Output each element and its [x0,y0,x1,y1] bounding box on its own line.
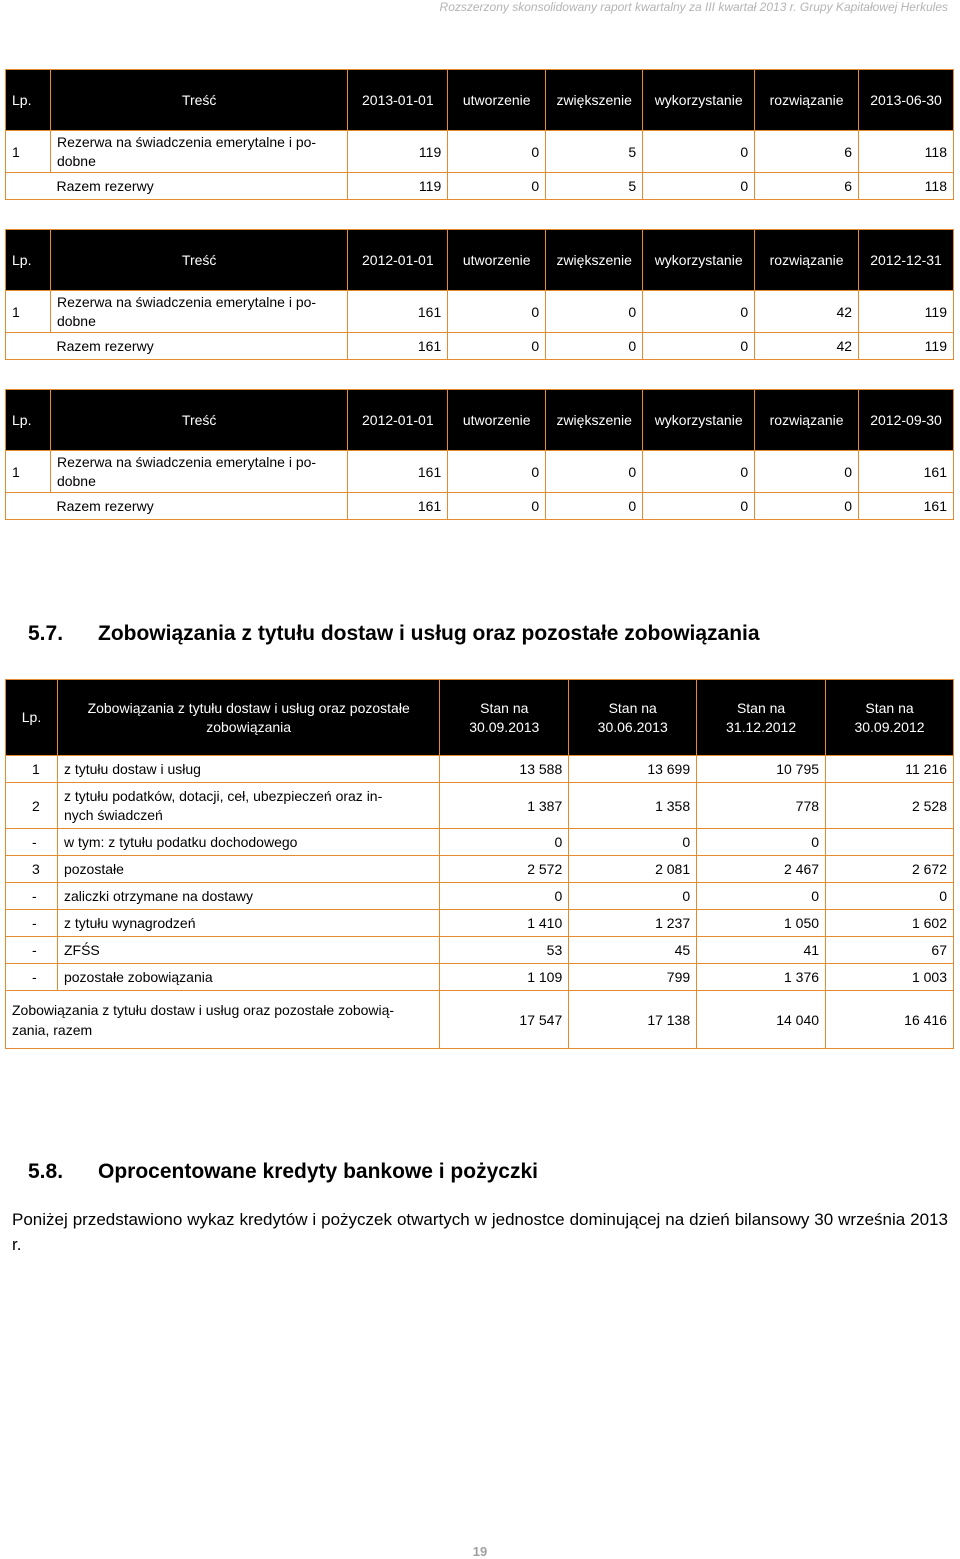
row-desc: zaliczki otrzymane na dostawy [57,883,439,910]
value-cell: 0 [755,493,859,520]
value-cell: 6 [755,131,859,173]
value-cell: 16 416 [826,991,954,1049]
section-57-heading [28,622,760,646]
col-rozwiazanie: rozwiązanie [755,230,859,291]
row-desc-line1: Rezerwa na świadczenia emerytalne i po- [56,133,317,150]
col-stan-label: Stan na [865,699,914,716]
table-row [6,964,954,991]
row-desc-line2: dobne [56,472,96,489]
row-lp: - [6,937,58,964]
row-desc: pozostałe [57,856,439,883]
row-lp: - [6,910,58,937]
value-cell: 17 547 [440,991,569,1049]
page-number: 19 [472,1544,488,1559]
value-cell: 1 050 [697,910,826,937]
value-cell: 5 [546,173,643,200]
value-cell: 2 528 [826,783,954,829]
value-cell: 161 [348,291,448,333]
table-row [6,783,954,829]
value-cell: 67 [826,937,954,964]
value-cell: 1 410 [440,910,569,937]
reserve-table-1 [5,69,954,200]
value-cell: 0 [448,333,546,360]
value-cell: 1 358 [569,783,697,829]
value-cell: 161 [859,493,954,520]
value-cell: 0 [643,451,755,493]
value-cell: 0 [440,829,569,856]
row-desc-line1: Rezerwa na świadczenia emerytalne i po- [56,453,317,470]
table-row [6,756,954,783]
value-cell: 42 [755,333,859,360]
col-zwiekszenie: zwiększenie [546,70,643,131]
value-cell: 1 109 [440,964,569,991]
row-desc: ZFŚS [57,937,439,964]
value-cell: 13 588 [440,756,569,783]
col-zwiekszenie: zwiększenie [546,230,643,291]
value-cell: 1 387 [440,783,569,829]
row-lp: 1 [6,451,51,493]
value-cell: 0 [826,883,954,910]
section-number: 5.8. [28,1160,64,1183]
row-lp: 1 [6,756,58,783]
section-title: Zobowiązania z tytułu dostaw i usług oraz pozostałe zobowiązania [98,622,760,645]
value-cell: 1 376 [697,964,826,991]
row-lp: 1 [6,131,51,173]
row-desc-line2: nych świadczeń [63,806,163,823]
col-wykorzystanie: wykorzystanie [643,390,755,451]
value-cell: 0 [448,173,546,200]
col-end: 2012-09-30 [859,390,954,451]
value-cell: 0 [697,829,826,856]
col-desc-line2: zobowiązania [206,718,292,735]
section-58-paragraph: Poniżej przedstawiono wykaz kredytów i pożyczek otwartych w jednostce dominującej na dzień bilansowy 30 września 2013 r. [12,1210,948,1254]
table-row [6,856,954,883]
row-lp: 3 [6,856,58,883]
value-cell: 1 237 [569,910,697,937]
total-label: Razem rezerwy [50,493,347,520]
value-cell: 118 [859,173,954,200]
col-stan-date: 30.06.2013 [597,718,668,735]
value-cell: 0 [755,451,859,493]
row-desc-line2: dobne [56,152,96,169]
reserve-table-2 [5,229,954,360]
col-start: 2012-01-01 [348,230,448,291]
value-cell: 17 138 [569,991,697,1049]
row-desc: z tytułu dostaw i usług [57,756,439,783]
row-desc-line1: Rezerwa na świadczenia emerytalne i po- [56,293,317,310]
total-row [6,173,954,200]
value-cell: 0 [546,291,643,333]
value-cell: 2 081 [569,856,697,883]
table-row [6,291,954,333]
value-cell: 0 [546,333,643,360]
value-cell: 0 [643,493,755,520]
value-cell: 0 [448,451,546,493]
value-cell: 53 [440,937,569,964]
value-cell: 799 [569,964,697,991]
col-desc-line1: Zobowiązania z tytułu dostaw i usług oraz pozostałe [87,699,410,716]
col-rozwiazanie: rozwiązanie [755,70,859,131]
col-stan-label: Stan na [608,699,657,716]
reserve-table-3 [5,389,954,520]
value-cell: 0 [448,131,546,173]
col-utworzenie: utworzenie [448,70,546,131]
col-stan-label: Stan na [480,699,529,716]
value-cell: 0 [569,883,697,910]
value-cell: 119 [859,333,954,360]
total-label-line2: zania, razem [12,1021,93,1038]
col-zwiekszenie: zwiększenie [546,390,643,451]
row-lp: - [6,964,58,991]
total-label-line1: Zobowiązania z tytułu dostaw i usług oraz pozostałe zobowią- [12,1001,395,1018]
section-58-heading [28,1160,538,1184]
liabilities-table [5,679,954,1049]
running-header: Rozszerzony skonsolidowany raport kwartalny za III kwartał 2013 r. Grupy Kapitałowej Herkules [439,0,948,14]
value-cell: 6 [755,173,859,200]
table-row [6,937,954,964]
value-cell: 0 [643,173,755,200]
value-cell: 45 [569,937,697,964]
col-rozwiazanie: rozwiązanie [755,390,859,451]
section-number: 5.7. [28,622,64,645]
table-row [6,451,954,493]
col-tresc: Treść [50,390,347,451]
value-cell: 10 795 [697,756,826,783]
col-stan-date: 30.09.2013 [469,718,540,735]
row-lp: 2 [6,783,58,829]
row-lp: - [6,883,58,910]
row-desc: w tym: z tytułu podatku dochodowego [57,829,439,856]
value-cell: 14 040 [697,991,826,1049]
col-start: 2013-01-01 [348,70,448,131]
col-lp: Lp. [6,390,51,451]
value-cell: 161 [348,333,448,360]
value-cell: 0 [448,291,546,333]
table-row [6,131,954,173]
table-row [6,910,954,937]
row-lp: - [6,829,58,856]
col-tresc: Treść [50,70,347,131]
total-row [6,493,954,520]
total-row [6,991,954,1049]
row-desc-line2: dobne [56,312,96,329]
value-cell: 2 672 [826,856,954,883]
row-desc: pozostałe zobowiązania [57,964,439,991]
value-cell: 0 [440,883,569,910]
total-label: Razem rezerwy [50,173,347,200]
value-cell [826,829,954,856]
col-tresc: Treść [50,230,347,291]
value-cell: 11 216 [826,756,954,783]
section-title: Oprocentowane kredyty bankowe i pożyczki [98,1160,538,1183]
total-row [6,333,954,360]
col-wykorzystanie: wykorzystanie [643,70,755,131]
value-cell: 161 [348,493,448,520]
value-cell: 5 [546,131,643,173]
col-lp: Lp. [6,680,58,756]
value-cell: 778 [697,783,826,829]
value-cell: 161 [859,451,954,493]
col-stan-date: 30.09.2012 [854,718,925,735]
value-cell: 0 [569,829,697,856]
value-cell: 13 699 [569,756,697,783]
value-cell: 119 [348,131,448,173]
table-row [6,883,954,910]
row-lp: 1 [6,291,51,333]
value-cell: 2 467 [697,856,826,883]
col-lp: Lp. [6,230,51,291]
value-cell: 0 [643,333,755,360]
col-lp: Lp. [6,70,51,131]
value-cell: 1 602 [826,910,954,937]
col-stan-label: Stan na [736,699,786,716]
value-cell: 1 003 [826,964,954,991]
value-cell: 119 [859,291,954,333]
value-cell: 0 [643,291,755,333]
value-cell: 0 [448,493,546,520]
value-cell: 0 [697,883,826,910]
col-end: 2013-06-30 [859,70,954,131]
value-cell: 0 [546,493,643,520]
value-cell: 42 [755,291,859,333]
row-desc-line1: z tytułu podatków, dotacji, ceł, ubezpieczeń oraz in- [63,787,383,804]
value-cell: 118 [859,131,954,173]
value-cell: 41 [697,937,826,964]
col-end: 2012-12-31 [859,230,954,291]
value-cell: 0 [546,451,643,493]
col-utworzenie: utworzenie [448,390,546,451]
col-wykorzystanie: wykorzystanie [643,230,755,291]
table-row [6,829,954,856]
row-desc: z tytułu wynagrodzeń [57,910,439,937]
value-cell: 119 [348,173,448,200]
value-cell: 2 572 [440,856,569,883]
value-cell: 161 [348,451,448,493]
value-cell: 0 [643,131,755,173]
col-stan-date: 31.12.2012 [726,718,797,735]
total-label: Razem rezerwy [50,333,347,360]
col-utworzenie: utworzenie [448,230,546,291]
col-start: 2012-01-01 [348,390,448,451]
